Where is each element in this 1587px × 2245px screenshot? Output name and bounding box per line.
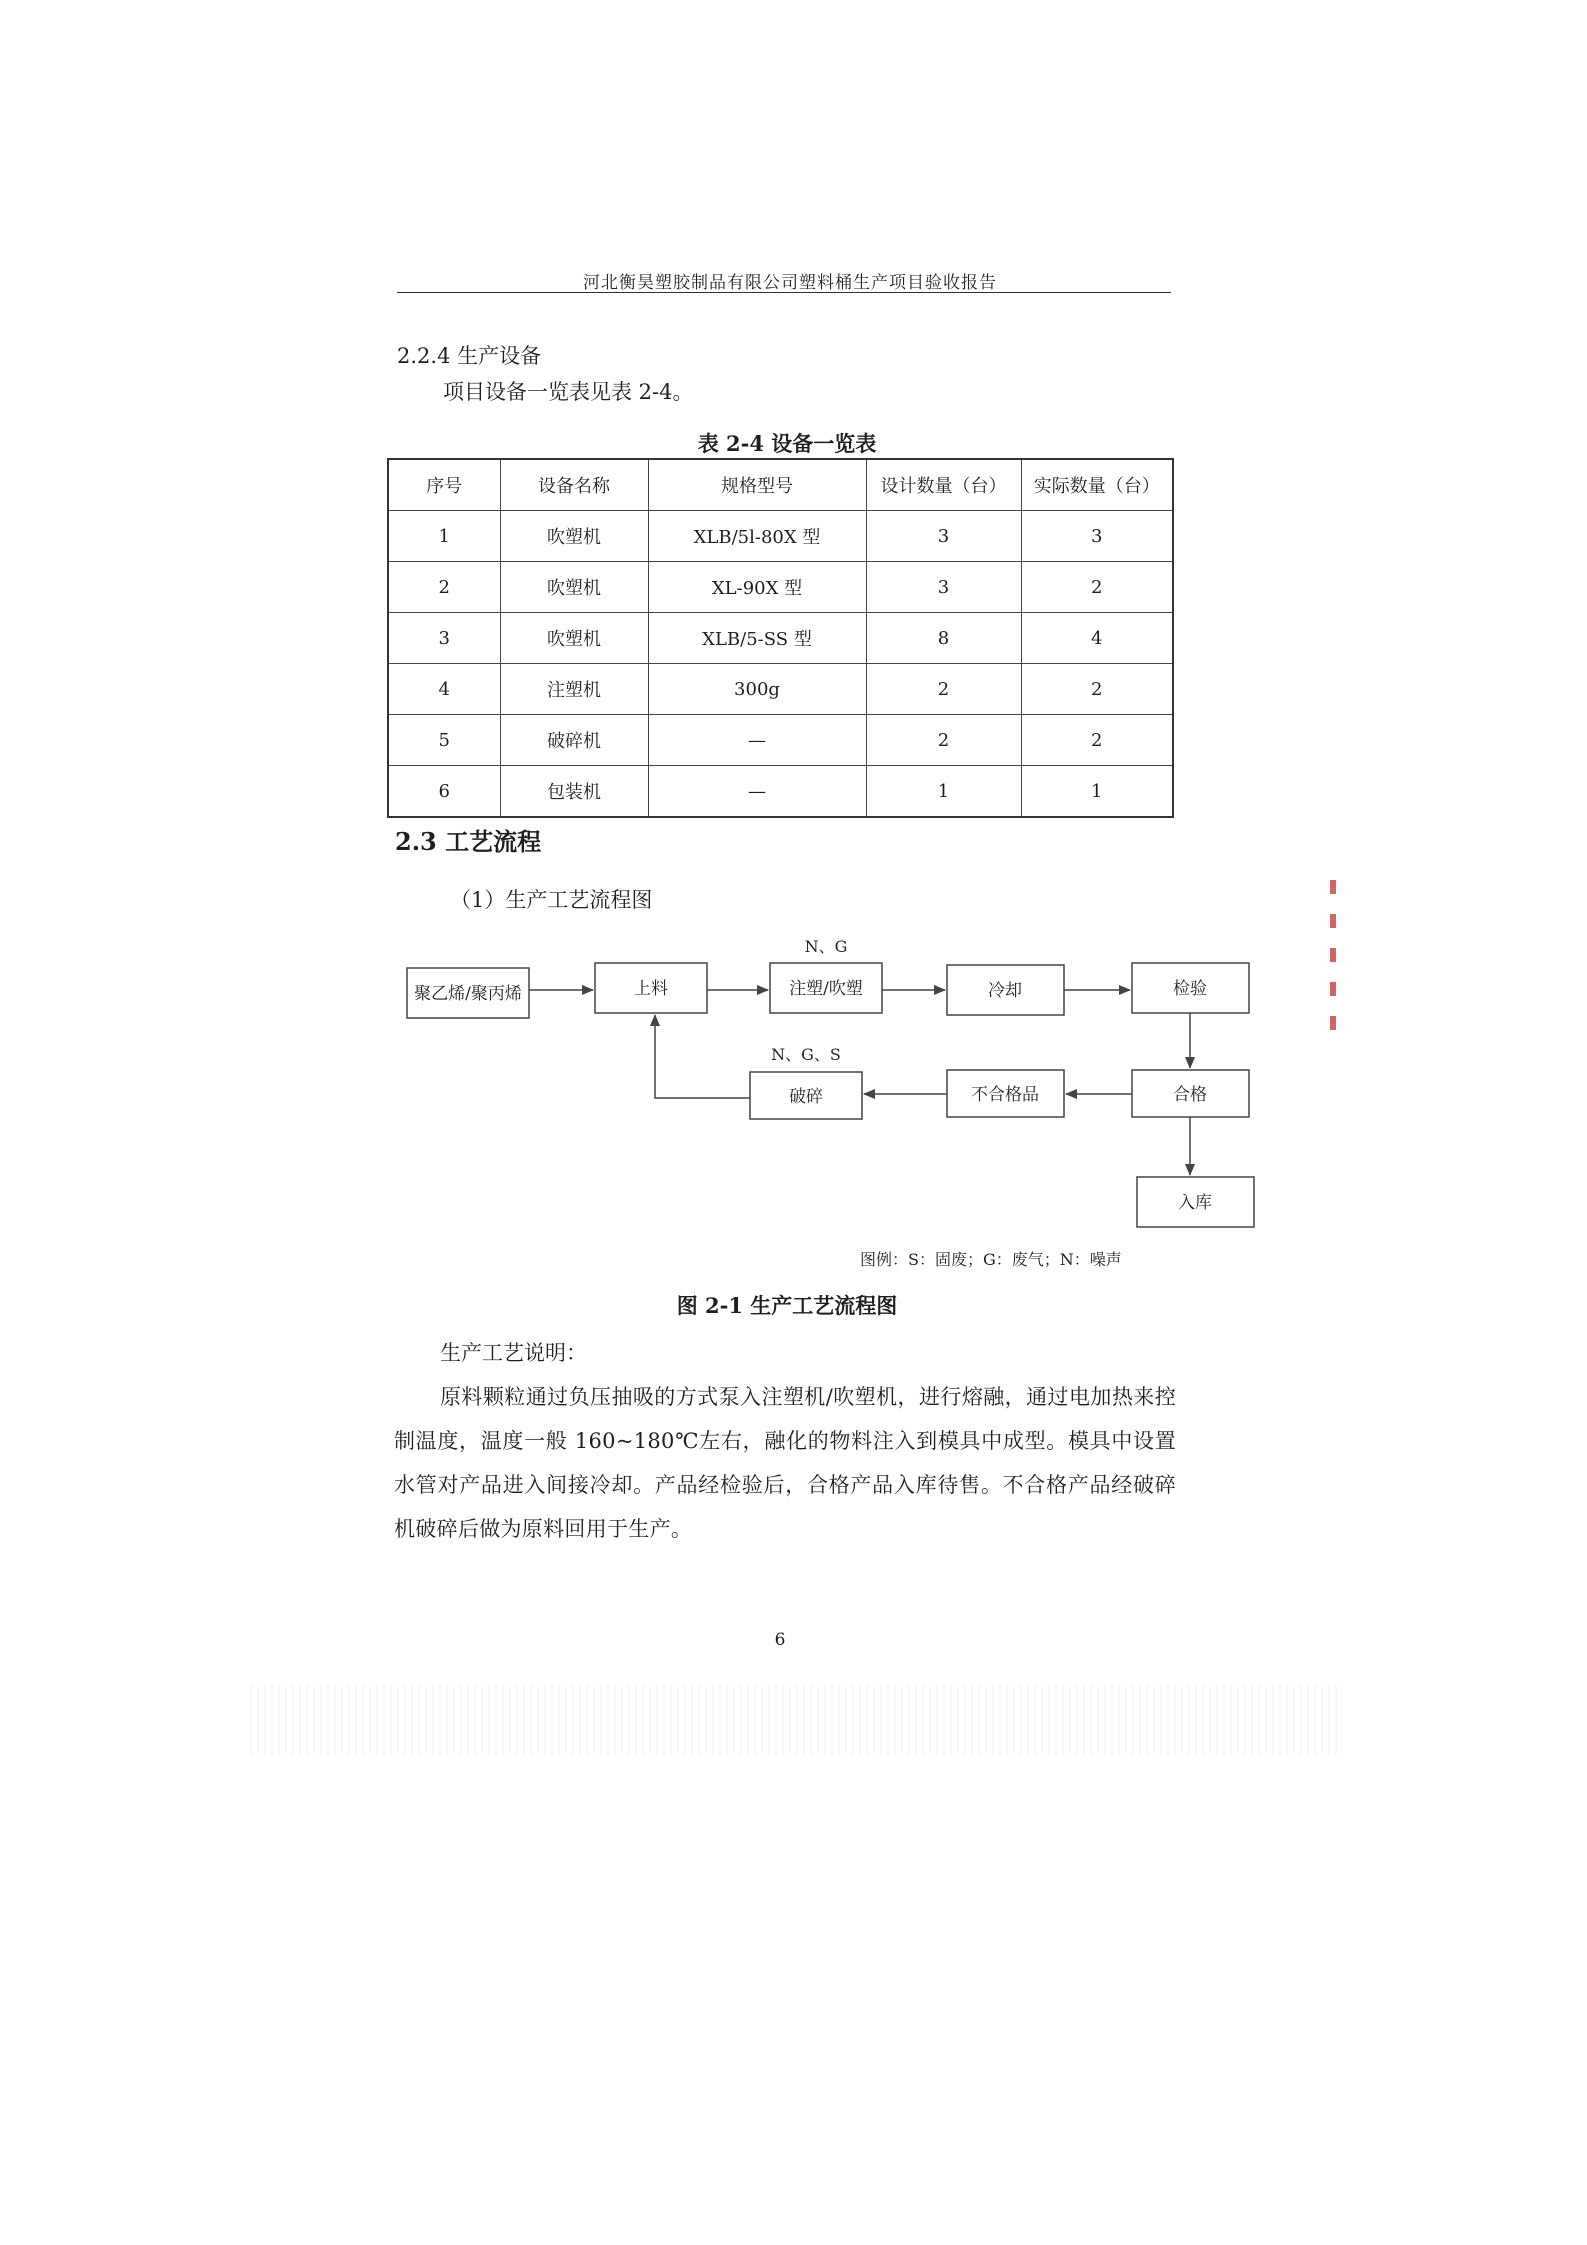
table-cell: 吹塑机	[500, 613, 648, 664]
flow-node-raw	[407, 968, 529, 1018]
table-cell: 2	[1021, 562, 1173, 613]
flow-node-inspect	[1132, 963, 1249, 1013]
table-header-row	[388, 459, 1173, 511]
table-row	[388, 766, 1173, 818]
process-description-paragraph: 原料颗粒通过负压抽吸的方式泵入注塑机/吹塑机，进行熔融，通过电加热来控制温度，温度一般 160~180℃左右，融化的物料注入到模具中成型。模具中设置水管对产品进入间接冷却。产品经检验后，合格产品入库待售。不合格产品经破碎机破碎后做为原料回用于生产。	[394, 1385, 1176, 1541]
table-cell: 8	[866, 613, 1021, 664]
emission-label-mold: N、G	[804, 937, 848, 956]
table-cell: 1	[1021, 766, 1173, 818]
flow-node-feed	[595, 963, 707, 1013]
flow-node-label: 合格	[1173, 1085, 1207, 1105]
equipment-intro-text: 项目设备一览表见表 2-4。	[443, 380, 694, 404]
table-cell: 2	[866, 664, 1021, 715]
flow-node-unqualified	[947, 1070, 1064, 1117]
flow-node-label: 检验	[1173, 979, 1207, 999]
scan-artifact	[250, 1685, 1340, 1755]
column-header: 规格型号	[648, 459, 866, 511]
flow-node-crush	[750, 1072, 862, 1119]
table-row	[388, 562, 1173, 613]
table-cell: XLB/5-SS 型	[648, 613, 866, 664]
column-header: 设备名称	[500, 459, 648, 511]
table-cell: 4	[388, 664, 500, 715]
column-header: 实际数量（台）	[1021, 459, 1173, 511]
table-cell: 300g	[648, 664, 866, 715]
section-heading-2-3: 2.3 工艺流程	[395, 827, 542, 856]
table-row	[388, 511, 1173, 562]
equipment-table	[387, 458, 1174, 818]
flow-node-label: 冷却	[988, 981, 1022, 1001]
column-header: 设计数量（台）	[866, 459, 1021, 511]
table-cell: 吹塑机	[500, 562, 648, 613]
table-cell: 3	[388, 613, 500, 664]
table-cell: 3	[1021, 511, 1173, 562]
flow-node-mold	[770, 963, 882, 1013]
page-number: 6	[774, 1630, 786, 1650]
table-cell: 吹塑机	[500, 511, 648, 562]
table-cell: 2	[1021, 715, 1173, 766]
section-heading-2-2-4: 2.2.4 生产设备	[397, 344, 542, 368]
table-cell: —	[648, 766, 866, 818]
table-row	[388, 715, 1173, 766]
table-cell: 3	[866, 562, 1021, 613]
table-cell: 注塑机	[500, 664, 648, 715]
process-description-heading: 生产工艺说明：	[440, 1341, 587, 1365]
flow-node-cool	[947, 965, 1064, 1015]
table-cell: 2	[388, 562, 500, 613]
production-flowchart	[395, 930, 1275, 1240]
table-cell: 1	[866, 766, 1021, 818]
header-divider	[397, 292, 1171, 293]
flow-node-storage	[1137, 1177, 1254, 1227]
table-cell: 2	[866, 715, 1021, 766]
flow-node-label: 入库	[1178, 1193, 1212, 1213]
table-cell: 6	[388, 766, 500, 818]
table-cell: —	[648, 715, 866, 766]
flow-node-label: 上料	[634, 979, 668, 999]
table-row	[388, 664, 1173, 715]
flowchart-legend: 图例：S：固废；G：废气；N：噪声	[860, 1250, 1122, 1269]
flow-arrow-return	[655, 1015, 750, 1098]
flow-node-label: 注塑/吹塑	[789, 979, 863, 999]
table-cell: 1	[388, 511, 500, 562]
flowchart-subheading: （1）生产工艺流程图	[450, 888, 653, 912]
report-header-title: 河北衡昊塑胶制品有限公司塑料桶生产项目验收报告	[583, 273, 997, 293]
table-cell: 2	[1021, 664, 1173, 715]
table-cell: 3	[866, 511, 1021, 562]
table-cell: 破碎机	[500, 715, 648, 766]
table-row	[388, 613, 1173, 664]
column-header: 序号	[388, 459, 500, 511]
table-cell: XLB/5l-80X 型	[648, 511, 866, 562]
flow-node-label: 破碎	[789, 1087, 823, 1107]
table-cell: XL-90X 型	[648, 562, 866, 613]
table-cell: 5	[388, 715, 500, 766]
table-cell: 4	[1021, 613, 1173, 664]
figure-caption: 图 2-1 生产工艺流程图	[676, 1293, 898, 1318]
seal-edge-mark	[1330, 880, 1336, 1040]
emission-label-crush: N、G、S	[771, 1045, 841, 1064]
flow-node-label: 聚乙烯/聚丙烯	[414, 984, 522, 1004]
flow-node-qualified	[1132, 1070, 1249, 1117]
table-caption: 表 2-4 设备一览表	[697, 431, 877, 456]
flow-node-label: 不合格品	[971, 1085, 1039, 1105]
table-cell: 包装机	[500, 766, 648, 818]
